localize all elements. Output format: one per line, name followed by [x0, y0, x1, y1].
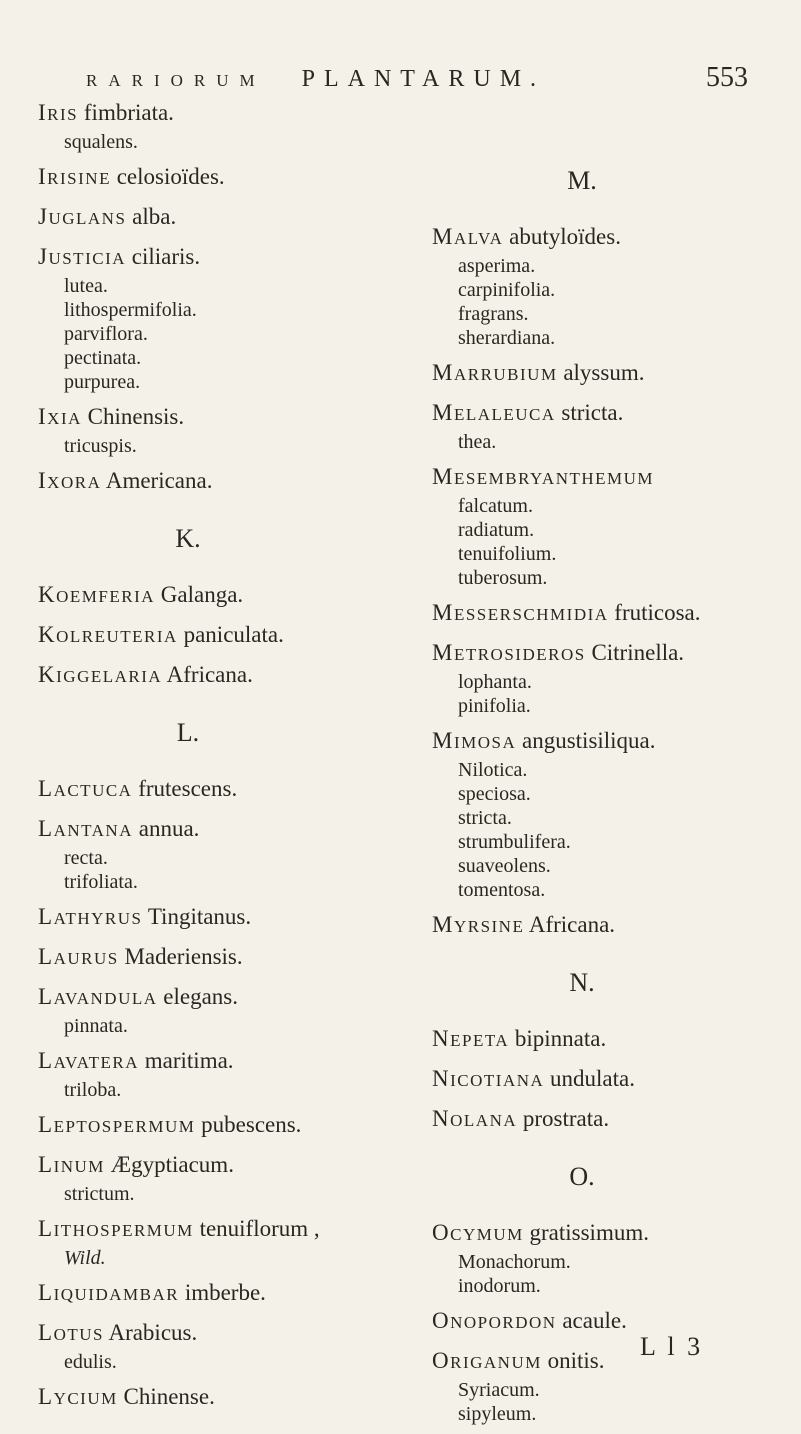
genus-entry: [38, 1382, 398, 1414]
genus-rest: CYMUM: [450, 1225, 524, 1244]
genus-line: [432, 1104, 787, 1136]
genus-name: [38, 204, 126, 229]
species-line: inodorum.: [458, 1275, 541, 1297]
genus-rest: ICOTIANA: [450, 1071, 545, 1090]
genus-rest: AVATERA: [53, 1053, 140, 1072]
genus-initial: K: [38, 662, 57, 687]
species-name: bipinnata.: [514, 1026, 607, 1051]
genus-entry: [432, 598, 787, 630]
species-name: alba.: [132, 204, 177, 229]
genus-line: [38, 162, 398, 194]
page-number: 553: [706, 62, 748, 93]
genus-line: [38, 660, 398, 692]
genus-name: [432, 1308, 557, 1333]
genus-name: [38, 816, 133, 841]
genus-initial: I: [38, 404, 48, 429]
genus-rest: ACTUCA: [53, 781, 133, 800]
genus-entry: [38, 98, 398, 154]
genus-entry: [432, 1024, 787, 1056]
genus-entry: [38, 402, 398, 458]
genus-initial: M: [432, 224, 454, 249]
genus-name: [432, 1026, 509, 1051]
genus-line: [38, 814, 398, 846]
genus-line: [38, 1110, 398, 1142]
species-line: strumbulifera.: [458, 831, 571, 853]
species-name: maritima.: [144, 1048, 234, 1073]
species-name: celosioïdes.: [116, 164, 225, 189]
genus-rest: OLANA: [450, 1111, 518, 1130]
genus-name: [38, 1152, 105, 1177]
species-name: prostrata.: [522, 1106, 610, 1131]
species-name: onitis.: [547, 1348, 605, 1373]
genus-line: [432, 598, 787, 630]
species-name: frutescens.: [138, 776, 238, 801]
genus-entry: [432, 638, 787, 718]
species-name: Galanga.: [160, 582, 244, 607]
species-line: pinnata.: [64, 1015, 128, 1037]
genus-initial: M: [432, 912, 454, 937]
genus-entry: [38, 942, 398, 974]
species-name: paniculata.: [183, 622, 284, 647]
genus-line: [432, 1306, 787, 1338]
genus-initial: L: [38, 984, 54, 1009]
genus-name: [38, 662, 162, 687]
species-name: Chinense.: [123, 1384, 215, 1409]
genus-rest: IGGELARIA: [56, 667, 163, 686]
genus-entry: [38, 202, 398, 234]
species-name: tenuiflorum ,: [199, 1216, 320, 1241]
species-line: tomentosa.: [458, 879, 546, 901]
section-letter: N.: [569, 968, 595, 997]
species-name: undulata.: [550, 1066, 635, 1091]
species-line: Monachorum.: [458, 1251, 571, 1273]
genus-name: [38, 100, 78, 125]
genus-rest: RIGANUM: [450, 1353, 542, 1372]
species-name: abutyloïdes.: [509, 224, 621, 249]
genus-line: [38, 402, 398, 434]
species-line: lithospermifolia.: [64, 299, 197, 321]
species-name: Chinensis.: [87, 404, 185, 429]
genus-rest: OEMFERIA: [56, 587, 156, 606]
genus-name: [432, 912, 524, 937]
genus-name: [432, 1220, 524, 1245]
species-name: ciliaris.: [131, 244, 201, 269]
genus-rest: ELALEUCA: [453, 405, 556, 424]
species-line: parviflora.: [64, 323, 148, 345]
species-line: stricta.: [458, 807, 512, 829]
species-name: Ægyptiacum.: [110, 1152, 234, 1177]
species-line: edulis.: [64, 1351, 117, 1373]
species-name: angustisiliqua.: [522, 728, 656, 753]
genus-name: [38, 984, 158, 1009]
genus-name: [38, 404, 82, 429]
genus-initial: L: [38, 904, 54, 929]
section-letter: K.: [175, 524, 201, 553]
genus-entry: [38, 1046, 398, 1102]
species-name: Africana.: [528, 912, 616, 937]
species-name: Maderiensis.: [124, 944, 243, 969]
genus-rest: IMOSA: [453, 733, 517, 752]
species-name: stricta.: [561, 400, 624, 425]
genus-line: [432, 1218, 787, 1250]
genus-line: [38, 1046, 398, 1078]
species-line: Nilotica.: [458, 759, 528, 781]
species-line: tricuspis.: [64, 435, 137, 457]
genus-entry: [38, 580, 398, 612]
species-name: pubescens.: [201, 1112, 302, 1137]
genus-initial: K: [38, 582, 57, 607]
genus-rest: XIA: [47, 409, 82, 428]
species-name: alyssum.: [563, 360, 645, 385]
genus-entry: [38, 1318, 398, 1374]
genus-initial: L: [38, 776, 54, 801]
genus-initial: O: [432, 1220, 451, 1245]
genus-rest: ALVA: [453, 229, 504, 248]
species-line: purpurea.: [64, 371, 141, 393]
species-line: tuberosum.: [458, 567, 548, 589]
genus-rest: NOPORDON: [450, 1313, 557, 1332]
genus-initial: M: [432, 640, 454, 665]
species-name: acaule.: [562, 1308, 627, 1333]
species-name: imberbe.: [184, 1280, 266, 1305]
section-letter: O.: [569, 1162, 595, 1191]
running-title-right: PLANTARUM.: [301, 66, 546, 92]
species-line: falcatum.: [458, 495, 533, 517]
genus-initial: O: [432, 1308, 451, 1333]
genus-rest: INUM: [53, 1157, 105, 1176]
genus-name: [38, 1320, 104, 1345]
genus-name: [432, 464, 654, 489]
species-name: elegans.: [163, 984, 238, 1009]
genus-name: [38, 582, 155, 607]
genus-rest: ITHOSPERMUM: [53, 1221, 194, 1240]
genus-line: [38, 942, 398, 974]
genus-name: [38, 944, 119, 969]
genus-line: [38, 202, 398, 234]
genus-line: [432, 726, 787, 758]
genus-name: [432, 1066, 544, 1091]
species-name: Africana.: [166, 662, 253, 687]
genus-initial: L: [38, 1048, 54, 1073]
genus-name: [38, 776, 132, 801]
genus-entry: [38, 902, 398, 934]
genus-initial: K: [38, 622, 57, 647]
genus-initial: M: [432, 600, 454, 625]
left-column: [38, 98, 398, 1422]
species-line: carpinifolia.: [458, 279, 556, 301]
genus-line: [38, 1318, 398, 1350]
section-letter: L.: [176, 718, 200, 747]
genus-line: [432, 1064, 787, 1096]
genus-rest: USTICIA: [48, 249, 127, 268]
genus-initial: L: [38, 1384, 54, 1409]
genus-entry: [432, 726, 787, 902]
genus-initial: I: [38, 100, 48, 125]
section-letter: M.: [567, 166, 597, 195]
genus-initial: I: [38, 468, 48, 493]
genus-initial: N: [432, 1026, 451, 1051]
genus-name: [38, 1112, 195, 1137]
species-line: fragrans.: [458, 303, 529, 325]
genus-entry: [432, 462, 787, 590]
genus-rest: XORA: [47, 473, 102, 492]
genus-entry: [38, 774, 398, 806]
genus-rest: OLREUTERIA: [56, 627, 178, 646]
species-line: trifoliata.: [64, 871, 138, 893]
genus-name: [38, 1216, 194, 1241]
genus-name: [38, 622, 178, 647]
genus-line: [38, 1382, 398, 1414]
species-name: Americana.: [105, 468, 213, 493]
genus-line: [38, 580, 398, 612]
genus-line: [432, 462, 787, 494]
genus-line: [38, 902, 398, 934]
genus-rest: ANTANA: [53, 821, 133, 840]
genus-line: [432, 358, 787, 390]
genus-name: [432, 400, 556, 425]
genus-line: [38, 242, 398, 274]
genus-entry: [38, 1150, 398, 1206]
genus-line: [432, 1346, 787, 1378]
genus-name: [38, 468, 101, 493]
genus-rest: ARRUBIUM: [453, 365, 558, 384]
genus-entry: [432, 1218, 787, 1298]
genus-entry: [432, 1346, 787, 1426]
genus-name: [432, 1106, 517, 1131]
genus-entry: [38, 162, 398, 194]
genus-rest: EPTOSPERMUM: [53, 1117, 196, 1136]
genus-rest: ATHYRUS: [53, 909, 143, 928]
genus-name: [432, 640, 586, 665]
species-line: recta.: [64, 847, 108, 869]
genus-name: [432, 224, 503, 249]
genus-line: [38, 620, 398, 652]
genus-initial: M: [432, 360, 454, 385]
genus-entry: [38, 1110, 398, 1142]
genus-entry: [432, 1064, 787, 1096]
species-line: Syriacum.: [458, 1379, 540, 1401]
genus-initial: M: [432, 464, 454, 489]
genus-name: [38, 1048, 139, 1073]
genus-line: [38, 466, 398, 498]
genus-name: [38, 1280, 179, 1305]
species-line: asperima.: [458, 255, 536, 277]
genus-entry: [432, 358, 787, 390]
genus-line: [38, 98, 398, 130]
species-name: Citrinella.: [591, 640, 685, 665]
genus-initial: L: [38, 1280, 54, 1305]
genus-entry: [38, 620, 398, 652]
genus-name: [38, 244, 126, 269]
genus-line: [432, 222, 787, 254]
genus-name: [38, 904, 142, 929]
species-name: annua.: [138, 816, 200, 841]
genus-rest: ETROSIDEROS: [453, 645, 586, 664]
genus-initial: N: [432, 1066, 451, 1091]
genus-entry: [38, 814, 398, 894]
species-name: Arabicus.: [108, 1320, 198, 1345]
species-line: sherardiana.: [458, 327, 556, 349]
genus-line: [38, 1214, 398, 1246]
genus-line: [432, 1024, 787, 1056]
genus-name: [432, 728, 516, 753]
species-name: gratissimum.: [529, 1220, 649, 1245]
species-line: strictum.: [64, 1183, 135, 1205]
species-line: triloba.: [64, 1079, 122, 1101]
genus-initial: N: [432, 1106, 451, 1131]
species-line: lophanta.: [458, 671, 532, 693]
species-line: radiatum.: [458, 519, 535, 541]
species-line: pinifolia.: [458, 695, 531, 717]
genus-initial: J: [38, 244, 49, 269]
species-line: squalens.: [64, 131, 138, 153]
genus-entry: [432, 222, 787, 350]
genus-line: [38, 982, 398, 1014]
genus-name: [38, 1384, 118, 1409]
genus-entry: [38, 466, 398, 498]
genus-rest: RISINE: [47, 169, 111, 188]
species-line: Wild.: [64, 1247, 106, 1269]
genus-entry: [432, 910, 787, 942]
genus-initial: M: [432, 728, 454, 753]
genus-name: [38, 164, 111, 189]
genus-line: [38, 1150, 398, 1182]
species-line: pectinata.: [64, 347, 142, 369]
genus-initial: L: [38, 1152, 54, 1177]
genus-rest: RIS: [47, 105, 79, 124]
species-name: fimbriata.: [83, 100, 174, 125]
genus-entry: [38, 982, 398, 1038]
genus-rest: YRSINE: [453, 917, 525, 936]
species-line: suaveolens.: [458, 855, 551, 877]
signature-mark: L l 3: [640, 1332, 704, 1361]
genus-line: [38, 774, 398, 806]
genus-name: [432, 600, 609, 625]
genus-initial: L: [38, 816, 54, 841]
genus-rest: OTUS: [53, 1325, 104, 1344]
genus-rest: EPETA: [450, 1031, 510, 1050]
species-line: lutea.: [64, 275, 108, 297]
genus-initial: I: [38, 164, 48, 189]
genus-line: [38, 1278, 398, 1310]
species-name: Tingitanus.: [147, 904, 252, 929]
species-line: tenuifolium.: [458, 543, 557, 565]
species-name: fruticosa.: [614, 600, 701, 625]
genus-initial: L: [38, 944, 54, 969]
right-column: [432, 140, 787, 1434]
genus-initial: O: [432, 1348, 451, 1373]
genus-name: [432, 1348, 542, 1373]
genus-initial: L: [38, 1320, 54, 1345]
genus-initial: M: [432, 400, 454, 425]
genus-rest: AVANDULA: [53, 989, 158, 1008]
genus-rest: IQUIDAMBAR: [53, 1285, 180, 1304]
species-line: speciosa.: [458, 783, 531, 805]
genus-entry: [432, 1306, 787, 1338]
genus-line: [432, 638, 787, 670]
genus-rest: AURUS: [53, 949, 119, 968]
genus-rest: UGLANS: [48, 209, 127, 228]
running-header: [86, 66, 676, 93]
species-line: sipyleum.: [458, 1403, 537, 1425]
genus-rest: YCIUM: [53, 1389, 118, 1408]
genus-entry: [38, 242, 398, 394]
genus-entry: [432, 398, 787, 454]
genus-name: [432, 360, 558, 385]
genus-entry: [38, 1214, 398, 1270]
running-title-left: RARIORUM: [86, 71, 266, 90]
genus-entry: [38, 1278, 398, 1310]
genus-entry: [38, 660, 398, 692]
genus-rest: ESEMBRYANTHEMUM: [453, 469, 655, 488]
genus-entry: [432, 1104, 787, 1136]
genus-line: [432, 910, 787, 942]
genus-initial: L: [38, 1216, 54, 1241]
genus-initial: L: [38, 1112, 54, 1137]
genus-rest: ESSERSCHMIDIA: [453, 605, 609, 624]
species-line: thea.: [458, 431, 497, 453]
genus-initial: J: [38, 204, 49, 229]
genus-line: [432, 398, 787, 430]
